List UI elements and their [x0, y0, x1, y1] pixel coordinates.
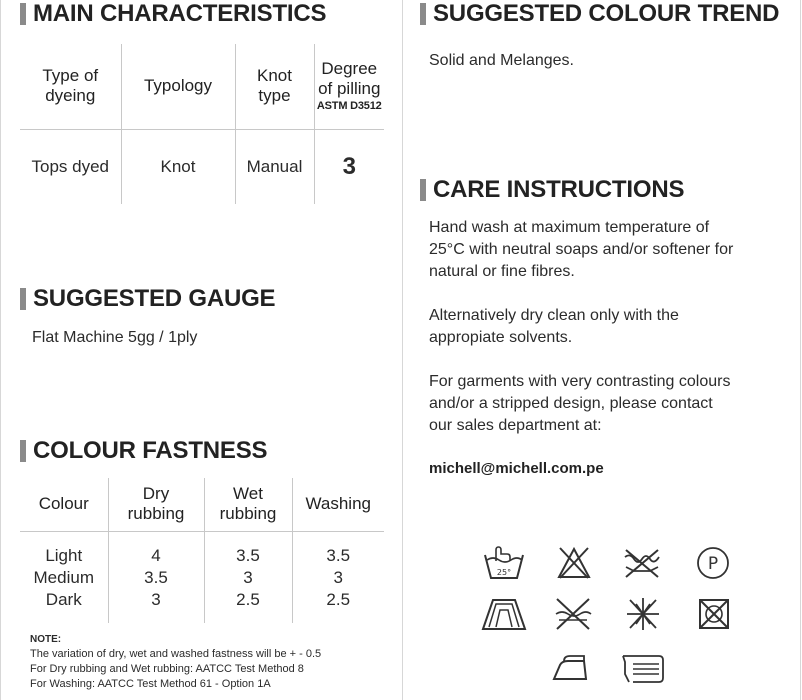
heading-text: SUGGESTED GAUGE [33, 285, 276, 312]
care-paragraph: Hand wash at maximum temperature of 25°C with neutral soaps and/or softener for natural or fine fibres. [429, 219, 734, 280]
professional-clean-letter: P [707, 554, 719, 574]
cell-wet: 3 [204, 567, 292, 589]
cell-washing: 3.5 [326, 546, 351, 565]
cell-dyeing: Tops dyed [20, 129, 121, 204]
cell-washing: 3 [333, 568, 343, 587]
suggested-gauge-text: Flat Machine 5gg / 1ply [32, 329, 198, 346]
no-wring-icon [624, 596, 662, 632]
no-bleach-icon [556, 546, 592, 580]
fastness-note [30, 633, 321, 692]
left-edge-line [0, 0, 1, 700]
header-typology: Typology [121, 44, 235, 129]
cell-dry: 3.5 [108, 567, 204, 589]
colour-trend-text: Solid and Melanges. [429, 52, 574, 69]
dry-flat-icon [480, 596, 528, 632]
cell-dry: 4 [108, 545, 204, 567]
header-colour: Colour [20, 478, 108, 531]
suggested-colour-trend-heading [420, 0, 779, 28]
cell-colour: Medium [20, 567, 108, 589]
care-instructions-heading [420, 176, 684, 204]
table-row [20, 129, 384, 204]
header-degree-of-pilling: Degree of pilling ASTM D3512 [314, 44, 384, 129]
cell-washing: 2.5 [326, 590, 351, 609]
iron-low-icon [550, 652, 592, 686]
main-characteristics-table [20, 44, 384, 204]
header-dry-rubbing: Dry rubbing [108, 478, 204, 531]
heading-bar [420, 179, 426, 201]
cell-knot-type: Manual [235, 129, 314, 204]
care-paragraph: For garments with very contrasting colours and/or a stripped design, please contact our sales department at: [429, 373, 731, 434]
suggested-gauge-heading [20, 285, 275, 313]
table-row [20, 545, 384, 567]
header-knot-type: Knot type [235, 44, 314, 129]
heading-text: COLOUR FASTNESS [33, 437, 268, 464]
header-type-of-dyeing: Type of dyeing [20, 44, 121, 129]
heading-bar [20, 288, 26, 310]
cell-dry: 3 [108, 589, 204, 611]
right-edge-line [800, 0, 801, 700]
note-line: For Dry rubbing and Wet rubbing: AATCC Test Method 8 [30, 663, 304, 675]
cell-colour: Dark [20, 589, 108, 611]
heading-text: SUGGESTED COLOUR TREND [433, 0, 780, 27]
hand-wash-icon [482, 545, 526, 581]
no-iron-icon [552, 596, 594, 632]
cell-colour: Light [20, 545, 108, 567]
colour-fastness-heading [20, 437, 267, 465]
note-line: The variation of dry, wet and washed fastness will be + - 0.5 [30, 648, 322, 660]
header-washing: Washing [292, 478, 384, 531]
astm-standard: ASTM D3512 [316, 100, 382, 113]
heading-text: CARE INSTRUCTIONS [433, 176, 685, 203]
heading-bar [20, 3, 26, 25]
steam-press-icon [619, 652, 667, 688]
professional-clean-icon [695, 546, 731, 580]
table-header-row [20, 478, 384, 531]
main-characteristics-heading [20, 0, 326, 28]
cell-pilling: 3 [342, 152, 356, 180]
heading-text: MAIN CHARACTERISTICS [33, 0, 327, 27]
column-divider [402, 0, 403, 700]
no-tumble-dry-box-icon [697, 597, 731, 631]
header-wet-rubbing: Wet rubbing [204, 478, 292, 531]
care-paragraph: Alternatively dry clean only with the appropiate solvents. [429, 307, 679, 346]
table-row [20, 589, 384, 611]
heading-bar [20, 440, 26, 462]
cell-wet: 3.5 [204, 545, 292, 567]
colour-fastness-table [20, 478, 384, 623]
sales-email-link[interactable]: michell@michell.com.pe [429, 460, 604, 477]
table-header-row [20, 44, 384, 129]
cell-wet: 2.5 [204, 589, 292, 611]
cell-typology: Knot [121, 129, 235, 204]
heading-bar [420, 3, 426, 25]
note-line: For Washing: AATCC Test Method 61 - Option 1A [30, 678, 271, 690]
no-tumble-dry-icon [622, 547, 662, 579]
wash-temperature-label: 25° [496, 568, 512, 577]
note-label: NOTE: [30, 634, 62, 645]
table-row [20, 567, 384, 589]
